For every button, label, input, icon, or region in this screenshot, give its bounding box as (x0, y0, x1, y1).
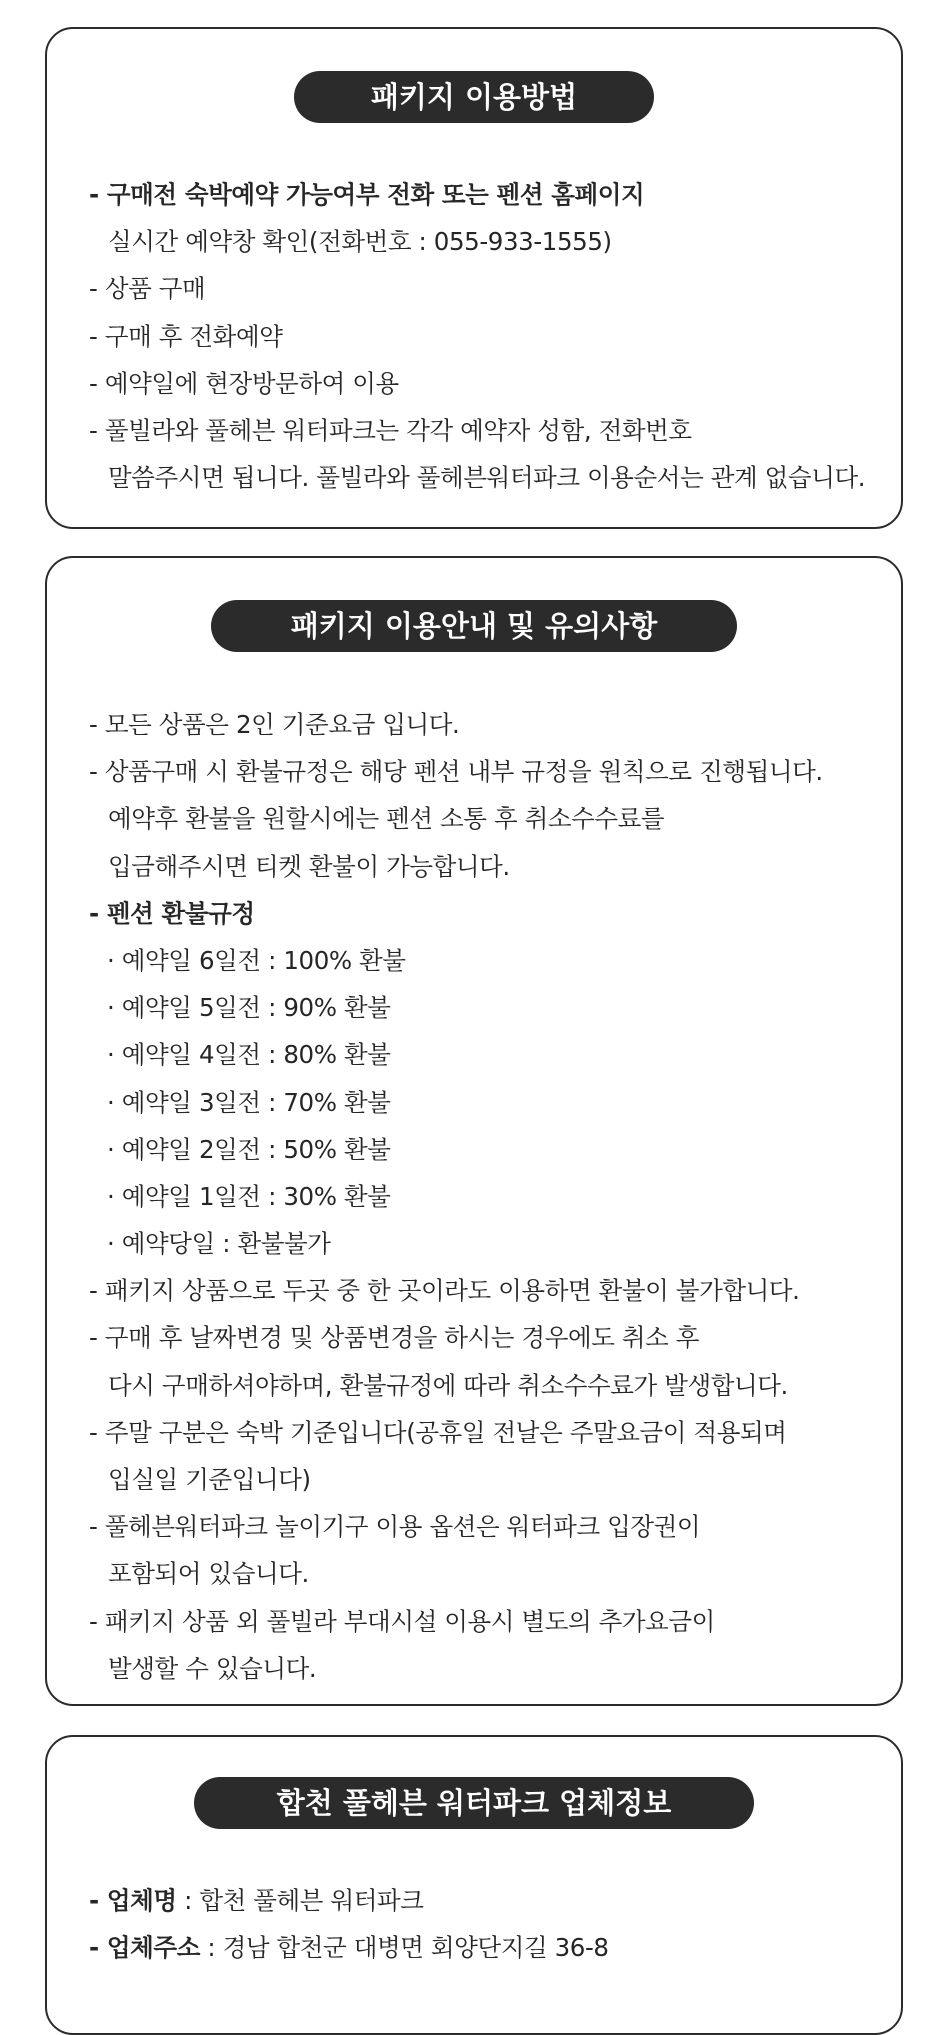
list-item-continuation: 포함되어 있습니다. (108, 1559, 309, 1589)
list-item-continuation: 발생할 수 있습니다. (108, 1653, 317, 1683)
list-item: - 구매전 숙박예약 가능여부 전화 또는 펜션 홈페이지 (89, 180, 645, 209)
list-item: - 패키지 상품 외 풀빌라 부대시설 이용시 별도의 추가요금이 (89, 1606, 715, 1636)
refund-policy-item: · 예약일 6일전 : 100% 환불 (107, 945, 406, 975)
list-item: - 주말 구분은 숙박 기준입니다(공휴일 전날은 주말요금이 적용되며 (89, 1417, 787, 1447)
list-item: - 모든 상품은 2인 기준요금 입니다. (89, 710, 460, 739)
usage-method-card (45, 27, 903, 529)
list-item-continuation: 다시 구매하셔야하며, 환불규정에 따라 취소수수료가 발생합니다. (108, 1370, 788, 1400)
company-info-title: 합천 풀헤븐 워터파크 업체정보 (194, 1777, 754, 1829)
list-item: - 패키지 상품으로 두곳 중 한 곳이라도 이용하면 환불이 불가합니다. (89, 1276, 800, 1306)
list-item-continuation: 입실일 기준입니다) (108, 1465, 311, 1494)
list-item-continuation: 실시간 예약창 확인(전화번호 : 055-933-1555) (108, 227, 612, 257)
list-item: - 상품구매 시 환불규정은 해당 펜션 내부 규정을 원칙으로 진행됩니다. (89, 757, 823, 787)
list-item: - 구매 후 날짜변경 및 상품변경을 하시는 경우에도 취소 후 (89, 1323, 700, 1353)
usage-notice-card (45, 556, 903, 1706)
usage-method-list (89, 171, 881, 501)
usage-method-title: 패키지 이용방법 (294, 71, 654, 123)
company-address-value: : 경남 합천군 대병면 회양단지길 36-8 (199, 1933, 609, 1963)
company-name-value: : 합천 풀헤븐 워터파크 (176, 1886, 424, 1915)
refund-policy-item: · 예약일 1일전 : 30% 환불 (107, 1181, 391, 1211)
list-item-continuation: 말씀주시면 됩니다. 풀빌라와 풀헤븐워터파크 이용순서는 관계 없습니다. (108, 463, 866, 493)
list-item: - 상품 구매 (89, 274, 206, 304)
refund-policy-item: · 예약일 5일전 : 90% 환불 (107, 993, 391, 1023)
list-item-continuation: 입금해주시면 티켓 환불이 가능합니다. (108, 851, 510, 881)
list-item: - 풀헤븐워터파크 놀이기구 이용 옵션은 워터파크 입장권이 (89, 1512, 701, 1542)
usage-notice-list (89, 701, 881, 1692)
company-info-list (89, 1877, 881, 1971)
list-item: - 예약일에 현장방문하여 이용 (89, 368, 399, 398)
company-name-row (89, 1877, 881, 1924)
refund-policy-item: · 예약일 3일전 : 70% 환불 (107, 1087, 391, 1117)
refund-policy-item: · 예약일 2일전 : 50% 환불 (107, 1134, 391, 1164)
usage-notice-title: 패키지 이용안내 및 유의사항 (211, 600, 737, 652)
company-info-card (45, 1735, 903, 2035)
refund-policy-heading: - 펜션 환불규정 (89, 898, 255, 928)
list-item-continuation: 예약후 환불을 원할시에는 펜션 소통 후 취소수수료를 (108, 804, 665, 834)
company-address-row (89, 1924, 881, 1971)
refund-policy-item: · 예약당일 : 환불불가 (107, 1229, 331, 1259)
refund-policy-item: · 예약일 4일전 : 80% 환불 (107, 1040, 391, 1070)
list-item: - 풀빌라와 풀헤븐 워터파크는 각각 예약자 성함, 전화번호 (89, 415, 692, 445)
company-name-label: - 업체명 (89, 1886, 177, 1915)
list-item: - 구매 후 전화예약 (89, 321, 283, 351)
company-address-label: - 업체주소 (89, 1933, 200, 1963)
